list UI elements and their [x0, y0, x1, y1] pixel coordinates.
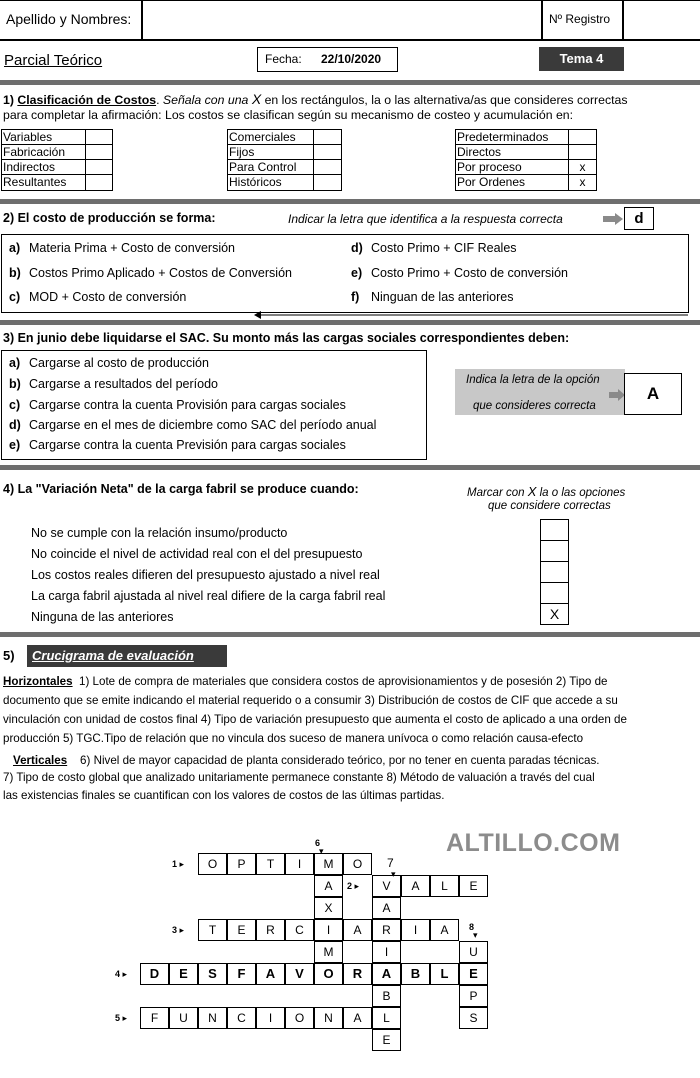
q1-option-variables: Variables — [3, 130, 53, 144]
q2-option-e — [351, 266, 568, 280]
crossword-cell-funcional[interactable]: N — [314, 1007, 343, 1029]
q2-option-a — [9, 241, 235, 255]
fecha-value: 22/10/2020 — [321, 52, 382, 66]
q2-bottom-arrow-icon — [254, 308, 688, 316]
crossword-cell-funcional[interactable]: U — [169, 1007, 198, 1029]
crossword-cell-terciaria[interactable]: I — [314, 919, 343, 941]
q3-title: 3) En junio debe liquidarse el SAC. Su monto más las cargas sociales correspondientes deben: — [3, 331, 570, 345]
q2-option-text: Costo Primo + CIF Reales — [371, 241, 517, 255]
crossword-cell-ueps[interactable]: S — [459, 1007, 488, 1029]
crossword-cell-optimo[interactable]: P — [227, 853, 256, 875]
q4-instr-line1 — [467, 484, 625, 499]
q5-title: Crucigrama de evaluación — [27, 645, 227, 667]
q3-option-key: c) — [9, 398, 21, 412]
crossword-cell-variable[interactable]: E — [372, 1029, 401, 1051]
q2-option-key: b) — [9, 266, 21, 280]
q2-instr: Indicar la letra que identifica a la respuesta correcta — [288, 212, 563, 226]
q2-option-f — [351, 290, 513, 304]
crossword-cell-funcional[interactable]: F — [140, 1007, 169, 1029]
q5-horiz-line-1 — [3, 673, 608, 691]
q3-option-text: Cargarse contra la cuenta Provisión para cargas sociales — [29, 398, 346, 412]
q5-vert-line-2: 7) Tipo de costo global que analizado unitariamente permanece constante 8) Método de valuación a través del cual — [3, 771, 595, 784]
crossword-cell-desfavorable[interactable]: F — [227, 963, 256, 985]
q2-title: 2) El costo de producción se forma: — [3, 211, 216, 225]
q1-option-indirectos: Indirectos — [3, 160, 56, 174]
crossword-arrow-down-icon: ▾ — [319, 846, 324, 856]
q1-checkbox-predeterminados[interactable] — [569, 130, 596, 144]
q1-checkbox-por-proceso[interactable]: x — [579, 160, 586, 174]
q1-option-historicos: Históricos — [229, 175, 282, 189]
registro-field[interactable] — [622, 0, 700, 39]
q1-option-comerciales: Comerciales — [229, 130, 296, 144]
q1-option-para-control: Para Control — [229, 160, 297, 174]
q5-horiz-label: Horizontales — [3, 675, 73, 688]
q1-header: 1) Clasificación de Costos. Señala con una X en los rectángulos, la o las alternativa/as que consideres correctas — [3, 91, 628, 107]
q3-option-text: Cargarse a resultados del período — [29, 377, 219, 391]
q1-option-fabricacion: Fabricación — [3, 145, 66, 159]
q4-option-5: Ninguna de las anteriores — [31, 610, 174, 624]
q3-arrow-icon — [609, 389, 625, 401]
q1-title: Clasificación de Costos — [17, 93, 157, 107]
q4-title: 4) La "Variación Neta" de la carga fabril se produce cuando: — [3, 482, 359, 496]
q4-option-4: La carga fabril ajustada al nivel real difiere de la carga fabril real — [31, 589, 386, 603]
q1-option-resultantes: Resultantes — [3, 175, 67, 189]
crossword-cell-optimo[interactable]: O — [343, 853, 372, 875]
q5-vert-label: Verticales — [13, 754, 68, 767]
q4-checkbox-3[interactable] — [540, 561, 569, 583]
crossword-cell-vale[interactable]: E — [459, 875, 488, 897]
crossword-cell-terciaria[interactable]: I — [401, 919, 430, 941]
q3-option-key: e) — [9, 438, 21, 452]
q1-option-por-ordenes: Por Ordenes — [457, 175, 526, 189]
q1-option-directos: Directos — [457, 145, 502, 159]
crossword-cell-desfavorable[interactable]: L — [430, 963, 459, 985]
crossword-clue-number-3: 3 ▸ — [172, 925, 185, 935]
q2-option-text: Materia Prima + Costo de conversión — [29, 241, 235, 255]
q1-checkbox-directos[interactable] — [569, 145, 596, 159]
q4-checkbox-2[interactable] — [540, 540, 569, 562]
q1-checkbox-variables[interactable] — [86, 130, 112, 144]
q3-instr-line2: que consideres correcta — [473, 400, 596, 412]
crossword-clue-number-6: 6 — [315, 838, 321, 848]
crossword-clue-number-8: 8 — [469, 922, 475, 932]
q1-checkbox-resultantes[interactable] — [86, 175, 112, 189]
crossword-cell-maxima[interactable]: X — [314, 897, 343, 919]
q3-option-e — [9, 438, 346, 452]
q1-instr-x: X — [251, 91, 262, 107]
crossword-cell-terciaria[interactable]: A — [430, 919, 459, 941]
q1-checkbox-comerciales[interactable] — [314, 130, 341, 144]
q3-option-b — [9, 377, 218, 391]
q1-checkbox-fabricacion[interactable] — [86, 145, 112, 159]
crossword-cell-maxima[interactable]: A — [314, 875, 343, 897]
fecha-label: Fecha: — [265, 52, 302, 66]
crossword-clue-number-4: 4 ▸ — [115, 969, 128, 979]
q3-option-a — [9, 356, 209, 370]
crossword-cell-vale[interactable]: L — [430, 875, 459, 897]
crossword-cell-desfavorable[interactable]: V — [285, 963, 314, 985]
registro-label: Nº Registro — [549, 12, 611, 26]
crossword-cell-funcional[interactable]: A — [343, 1007, 372, 1029]
q1-instr: Señala con una — [162, 93, 249, 107]
crossword-cell-funcional[interactable]: L — [372, 1007, 401, 1029]
crossword-cell-desfavorable[interactable]: R — [343, 963, 372, 985]
name-label: Apellido y Nombres: — [6, 11, 132, 27]
crossword-cell-funcional[interactable]: N — [198, 1007, 227, 1029]
q2-option-key: c) — [9, 290, 21, 304]
watermark-logo: ALTILLO.COM — [446, 829, 621, 857]
q4-checkbox-5[interactable]: X — [540, 603, 569, 625]
crossword-cell-desfavorable[interactable]: E — [169, 963, 198, 985]
crossword-cell-vale[interactable]: V — [372, 875, 401, 897]
crossword-cell-ueps[interactable]: P — [459, 985, 488, 1007]
crossword-cell-variable[interactable]: A — [372, 897, 401, 919]
q2-option-text: Costos Primo Aplicado + Costos de Conversión — [29, 266, 292, 280]
crossword-cell-terciaria[interactable]: R — [372, 919, 401, 941]
crossword-clue-number-1: 1 ▸ — [172, 859, 185, 869]
q2-option-key: a) — [9, 241, 21, 255]
crossword-cell-terciaria[interactable]: A — [343, 919, 372, 941]
crossword-cell-optimo[interactable]: M — [314, 853, 343, 875]
q2-option-text: Ninguan de las anteriores — [371, 290, 514, 304]
q1-num: 1) — [3, 93, 14, 107]
separator-3 — [0, 320, 700, 325]
q5-horiz-line-4: producción 5) TGC.Tipo de relación que no vincula dos suceso de manera unívoca o como relación causa-efecto — [3, 732, 584, 745]
q3-option-key: b) — [9, 377, 21, 391]
q2-arrow-icon — [603, 213, 623, 225]
q2-option-text: MOD + Costo de conversión — [29, 290, 187, 304]
crossword-cell-desfavorable[interactable]: B — [401, 963, 430, 985]
crossword-cell-variable[interactable]: B — [372, 985, 401, 1007]
crossword-cell-desfavorable[interactable]: S — [198, 963, 227, 985]
crossword-arrow-down-icon: ▾ — [391, 869, 396, 879]
q3-option-d — [9, 418, 376, 432]
crossword-cell-vale[interactable]: A — [401, 875, 430, 897]
crossword-cell-optimo[interactable]: O — [198, 853, 227, 875]
q5-vert-line-3: las existencias finales se cuantifican con los valores de costos de las últimas partidas. — [3, 789, 445, 802]
crossword-cell-maxima[interactable]: M — [314, 941, 343, 963]
q4-option-3: Los costos reales difieren del presupuesto ajustado a nivel real — [31, 568, 380, 582]
page-title: Parcial Teórico — [4, 52, 103, 69]
q4-checkbox-1[interactable] — [540, 519, 569, 541]
crossword-cell-funcional[interactable]: I — [256, 1007, 285, 1029]
crossword-cell-terciaria[interactable]: T — [198, 919, 227, 941]
q2-answer-box[interactable]: d — [624, 207, 654, 230]
crossword-cell-desfavorable[interactable]: A — [372, 963, 401, 985]
crossword-cell-terciaria[interactable]: R — [256, 919, 285, 941]
crossword-cell-variable[interactable]: I — [372, 941, 401, 963]
q5-horiz-line-3: vinculación con unidad de costos final 4) Tipo de variación presupuesto que aumenta el costo de aplicado a una orden de — [3, 713, 627, 726]
separator-1 — [0, 80, 700, 85]
crossword-clue-number-7: 7 — [387, 856, 394, 870]
crossword-cell-optimo[interactable]: I — [285, 853, 314, 875]
name-field[interactable] — [141, 0, 543, 39]
q1-checkbox-para-control[interactable] — [314, 160, 341, 174]
q3-option-c — [9, 398, 346, 412]
crossword-cell-optimo[interactable]: T — [256, 853, 285, 875]
q3-option-text: Cargarse al costo de producción — [29, 356, 209, 370]
q1-checkbox-indirectos[interactable] — [86, 160, 112, 174]
separator-2 — [0, 199, 700, 204]
q4-instr-x: X — [527, 484, 537, 499]
crossword-cell-desfavorable[interactable]: D — [140, 963, 169, 985]
q3-option-text: Cargarse en el mes de diciembre como SAC del período anual — [29, 418, 377, 432]
q3-option-text: Cargarse contra la cuenta Previsión para cargas sociales — [29, 438, 346, 452]
q3-instr-line1: Indica la letra de la opción — [466, 374, 600, 386]
q5-vert-line-1 — [13, 752, 600, 770]
q1-checkbox-historicos[interactable] — [314, 175, 341, 189]
tema-badge: Tema 4 — [539, 47, 624, 71]
q2-option-b — [9, 266, 292, 280]
q1-option-predeterminados: Predeterminados — [457, 130, 549, 144]
q2-option-c — [9, 290, 186, 304]
q2-option-text: Costo Primo + Costo de conversión — [371, 266, 568, 280]
q4-option-1: No se cumple con la relación insumo/producto — [31, 526, 288, 540]
q3-option-key: d) — [9, 418, 21, 432]
q1-instr-rest: en los rectángulos, la o las alternativa/as que consideres correctas — [264, 93, 628, 107]
q1-checkbox-por-ordenes[interactable]: x — [579, 175, 586, 189]
q5-horiz-line-2: documento que se emite indicando el material requerido o a consumir 3) Distribución de costos de CIF que accede a su — [3, 694, 618, 707]
crossword-arrow-down-icon: ▾ — [473, 930, 478, 940]
q4-option-2: No coincide el nivel de actividad real con el del presupuesto — [31, 547, 363, 561]
q4-instr-line2: que considere correctas — [488, 500, 611, 512]
crossword-clue-number-5: 5 ▸ — [115, 1013, 128, 1023]
crossword-cell-desfavorable[interactable]: O — [314, 963, 343, 985]
q5-clue-text: 6) Nivel de mayor capacidad de planta considerado teórico, por no tener en cuenta paradas técnicas. — [80, 754, 600, 767]
crossword-clue-number-2: 2 ▸ — [347, 881, 360, 891]
q4-instr-text: Marcar con — [467, 487, 525, 499]
crossword-cell-funcional[interactable]: C — [227, 1007, 256, 1029]
crossword-cell-desfavorable[interactable]: E — [459, 963, 488, 985]
q1-checkbox-fijos[interactable] — [314, 145, 341, 159]
crossword-cell-ueps[interactable]: U — [459, 941, 488, 963]
crossword-cell-terciaria[interactable]: C — [285, 919, 314, 941]
separator-5 — [0, 632, 700, 637]
q2-option-d — [351, 241, 517, 255]
q5-clue-text: 1) Lote de compra de materiales que considera costos de aprovisionamientos y de posesión 2) Tipo de — [79, 675, 608, 688]
q4-instr-text: la o las opciones — [539, 487, 626, 499]
q2-option-key: e) — [351, 266, 363, 280]
q5-num: 5) — [3, 648, 15, 663]
separator-4 — [0, 465, 700, 470]
q2-option-key: d) — [351, 241, 363, 255]
crossword-cell-terciaria[interactable]: E — [227, 919, 256, 941]
crossword-cell-funcional[interactable]: O — [285, 1007, 314, 1029]
q4-checkbox-4[interactable] — [540, 582, 569, 604]
q3-answer-box[interactable]: A — [624, 373, 682, 415]
crossword-cell-desfavorable[interactable]: A — [256, 963, 285, 985]
q1-option-fijos: Fijos — [229, 145, 255, 159]
q2-option-key: f) — [351, 290, 360, 304]
q1-line2: para completar la afirmación: Los costos se clasifican según su mecanismo de costeo y acumulación en: — [3, 108, 574, 122]
q1-option-por-proceso: Por proceso — [457, 160, 522, 174]
q3-option-key: a) — [9, 356, 21, 370]
